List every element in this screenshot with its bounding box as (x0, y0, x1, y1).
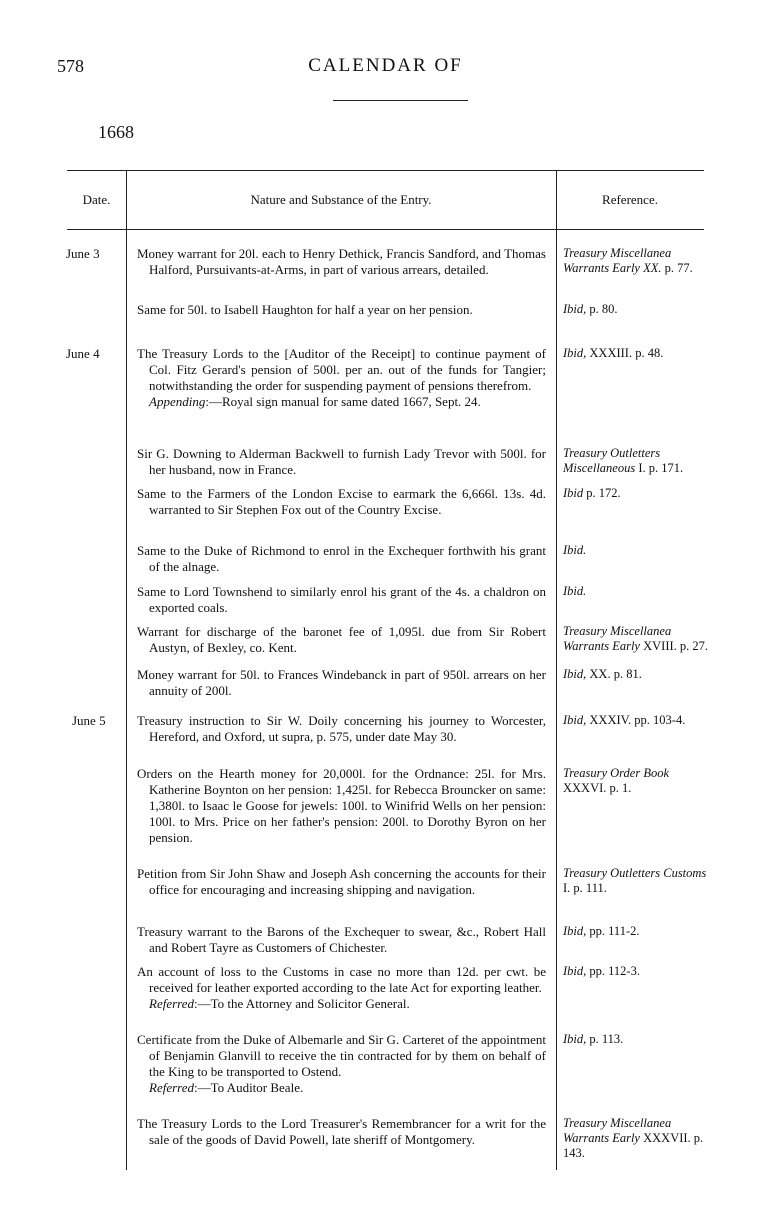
reference-detail: XXXVII. p. 143. (563, 1131, 704, 1160)
referred-label: Referred (149, 996, 194, 1011)
entry-text (137, 346, 546, 410)
reference-title: Ibid. (563, 543, 587, 557)
reference-detail: p. 80. (589, 302, 618, 316)
entry-text: Same to Lord Townshend to similarly enrol his grant of the 4s. a chaldron on exported coals. (137, 584, 546, 615)
reference-title: Ibid, (563, 924, 587, 938)
reference-detail: p. 77. (664, 261, 693, 275)
entry-text: Treasury warrant to the Barons of the Exchequer to swear, &c., Robert Hall and Robert Tayre as Customers of Chichester. (137, 924, 546, 955)
table-head-rule (67, 229, 704, 230)
entry-reference (563, 964, 713, 979)
entry-reference (563, 486, 713, 501)
entry-main-text: An account of loss to the Customs in case no more than 12d. per cwt. be received for leather exported according to the late Act for exporting leather. (137, 964, 546, 995)
reference-title: Ibid (563, 486, 584, 500)
reference-title: Treasury Miscellanea Warrants Early (563, 1116, 672, 1145)
entry-text: Sir G. Downing to Alderman Backwell to furnish Lady Trevor with 500l. for her husband, now in France. (137, 446, 546, 477)
entry-text: Warrant for discharge of the baronet fee of 1,095l. due from Sir Robert Austyn, of Bexley, co. Kent. (137, 624, 546, 655)
entry-reference (563, 302, 713, 317)
entry-reference (563, 446, 713, 476)
reference-title: Treasury Miscellanea Warrants Early XX. (563, 246, 672, 275)
entry-reference (563, 866, 713, 896)
entry-date: June 4 (66, 346, 100, 361)
entry-reference (563, 246, 713, 276)
reference-detail: p. 113. (589, 1032, 624, 1046)
reference-title: Ibid, (563, 667, 587, 681)
reference-title: Treasury Order Book (563, 766, 670, 780)
column-header-reference: Reference. (602, 192, 658, 207)
year-heading: 1668 (98, 122, 134, 142)
reference-detail: XXXIV. pp. 103-4. (589, 713, 686, 727)
entry-reference (563, 667, 713, 682)
entry-date: June 3 (66, 246, 100, 261)
entry-text (137, 1032, 546, 1096)
reference-title: Treasury Outletters Customs (563, 866, 707, 880)
entry-text: The Treasury Lords to the Lord Treasurer's Remembrancer for a writ for the sale of the goods of David Powell, late sheriff of Montgomery. (137, 1116, 546, 1147)
entry-reference (563, 346, 713, 361)
reference-title: Ibid, (563, 713, 587, 727)
reference-title: Ibid, (563, 302, 587, 316)
running-head: CALENDAR OF (308, 55, 463, 76)
table-top-rule (67, 170, 704, 171)
entry-reference (563, 1116, 713, 1161)
entry-reference (563, 543, 713, 558)
referred-text: :—To the Attorney and Solicitor General. (194, 996, 410, 1011)
column-header-nature: Nature and Substance of the Entry. (250, 192, 432, 207)
entry-text (137, 964, 546, 1012)
entry-reference (563, 924, 713, 939)
referred-text: :—To Auditor Beale. (194, 1080, 304, 1095)
entry-text: Treasury instruction to Sir W. Doily concerning his journey to Worcester, Hereford, and Oxford, ut supra, p. 575, under date May 30. (137, 713, 546, 744)
referred-label: Referred (149, 1080, 194, 1095)
reference-detail: XXXIII. p. 48. (589, 346, 664, 360)
reference-detail: I. p. 171. (638, 461, 684, 475)
entry-text: Money warrant for 50l. to Frances Windebanck in part of 950l. arrears on her annuity of 200l. (137, 667, 546, 698)
head-rule (333, 100, 468, 101)
entry-main-text: The Treasury Lords to the [Auditor of the Receipt] to continue payment of Col. Fitz Gerard's pension of 500l. per an. out of the funds for Tangier; notwithstanding the order for suspending payment of pensions therefrom. (137, 346, 546, 393)
entry-text: Money warrant for 20l. each to Henry Dethick, Francis Sandford, and Thomas Halford, Pursuivants-at-Arms, in part of various arrears, detailed. (137, 246, 546, 277)
entry-reference (563, 1032, 713, 1047)
reference-title: Ibid. (563, 584, 587, 598)
reference-detail: I. p. 111. (563, 881, 607, 895)
column-divider-1 (126, 170, 127, 1170)
reference-title: Ibid, (563, 1032, 587, 1046)
reference-detail: XX. p. 81. (589, 667, 642, 681)
reference-detail: p. 172. (586, 486, 621, 500)
reference-detail: XXXVI. p. 1. (563, 781, 632, 795)
entry-date: June 5 (72, 713, 106, 728)
entry-text: Same to the Farmers of the London Excise to earmark the 6,666l. 13s. 4d. warranted to Sir Stephen Fox out of the Country Excise. (137, 486, 546, 517)
column-divider-2 (556, 170, 557, 1170)
reference-detail: XVIII. p. 27. (643, 639, 709, 653)
reference-title: Ibid, (563, 964, 587, 978)
reference-title: Treasury Miscellanea Warrants Early (563, 624, 672, 653)
entry-reference (563, 713, 713, 728)
reference-detail: pp. 112-3. (589, 964, 640, 978)
reference-title: Treasury Outletters Miscellaneous (563, 446, 661, 475)
entry-text: Same for 50l. to Isabell Haughton for half a year on her pension. (137, 302, 473, 317)
appending-label: Appending (149, 394, 206, 409)
appending-text: :—Royal sign manual for same dated 1667, Sept. 24. (205, 394, 481, 409)
reference-title: Ibid, (563, 346, 587, 360)
entry-reference (563, 766, 713, 796)
entry-text: Petition from Sir John Shaw and Joseph Ash concerning the accounts for their office for encouraging and increasing shipping and navigation. (137, 866, 546, 897)
entry-reference (563, 624, 713, 654)
page-number: 578 (57, 56, 84, 76)
entry-text: Orders on the Hearth money for 20,000l. for the Ordnance: 25l. for Mrs. Katherine Boynton on her pension: 1,425l. for Rebecca Brouncker on same: 1,380l. to Isaac le Goose for jewels: 100l. to Winifrid Wells on her pension: 100l. to Mrs. Price on her father's pension: 200l. to Dorothy Byron on her pension. (137, 766, 546, 845)
entry-text: Same to the Duke of Richmond to enrol in the Exchequer forthwith his grant of the alnage. (137, 543, 546, 574)
entry-main-text: Certificate from the Duke of Albemarle and Sir G. Carteret of the appointment of Benjamin Glanvill to receive the tin contracted for by them on behalf of the King to be transported to Ostend. (137, 1032, 546, 1079)
entry-reference (563, 584, 713, 599)
column-header-date: Date. (82, 192, 111, 207)
reference-detail: pp. 111-2. (589, 924, 640, 938)
